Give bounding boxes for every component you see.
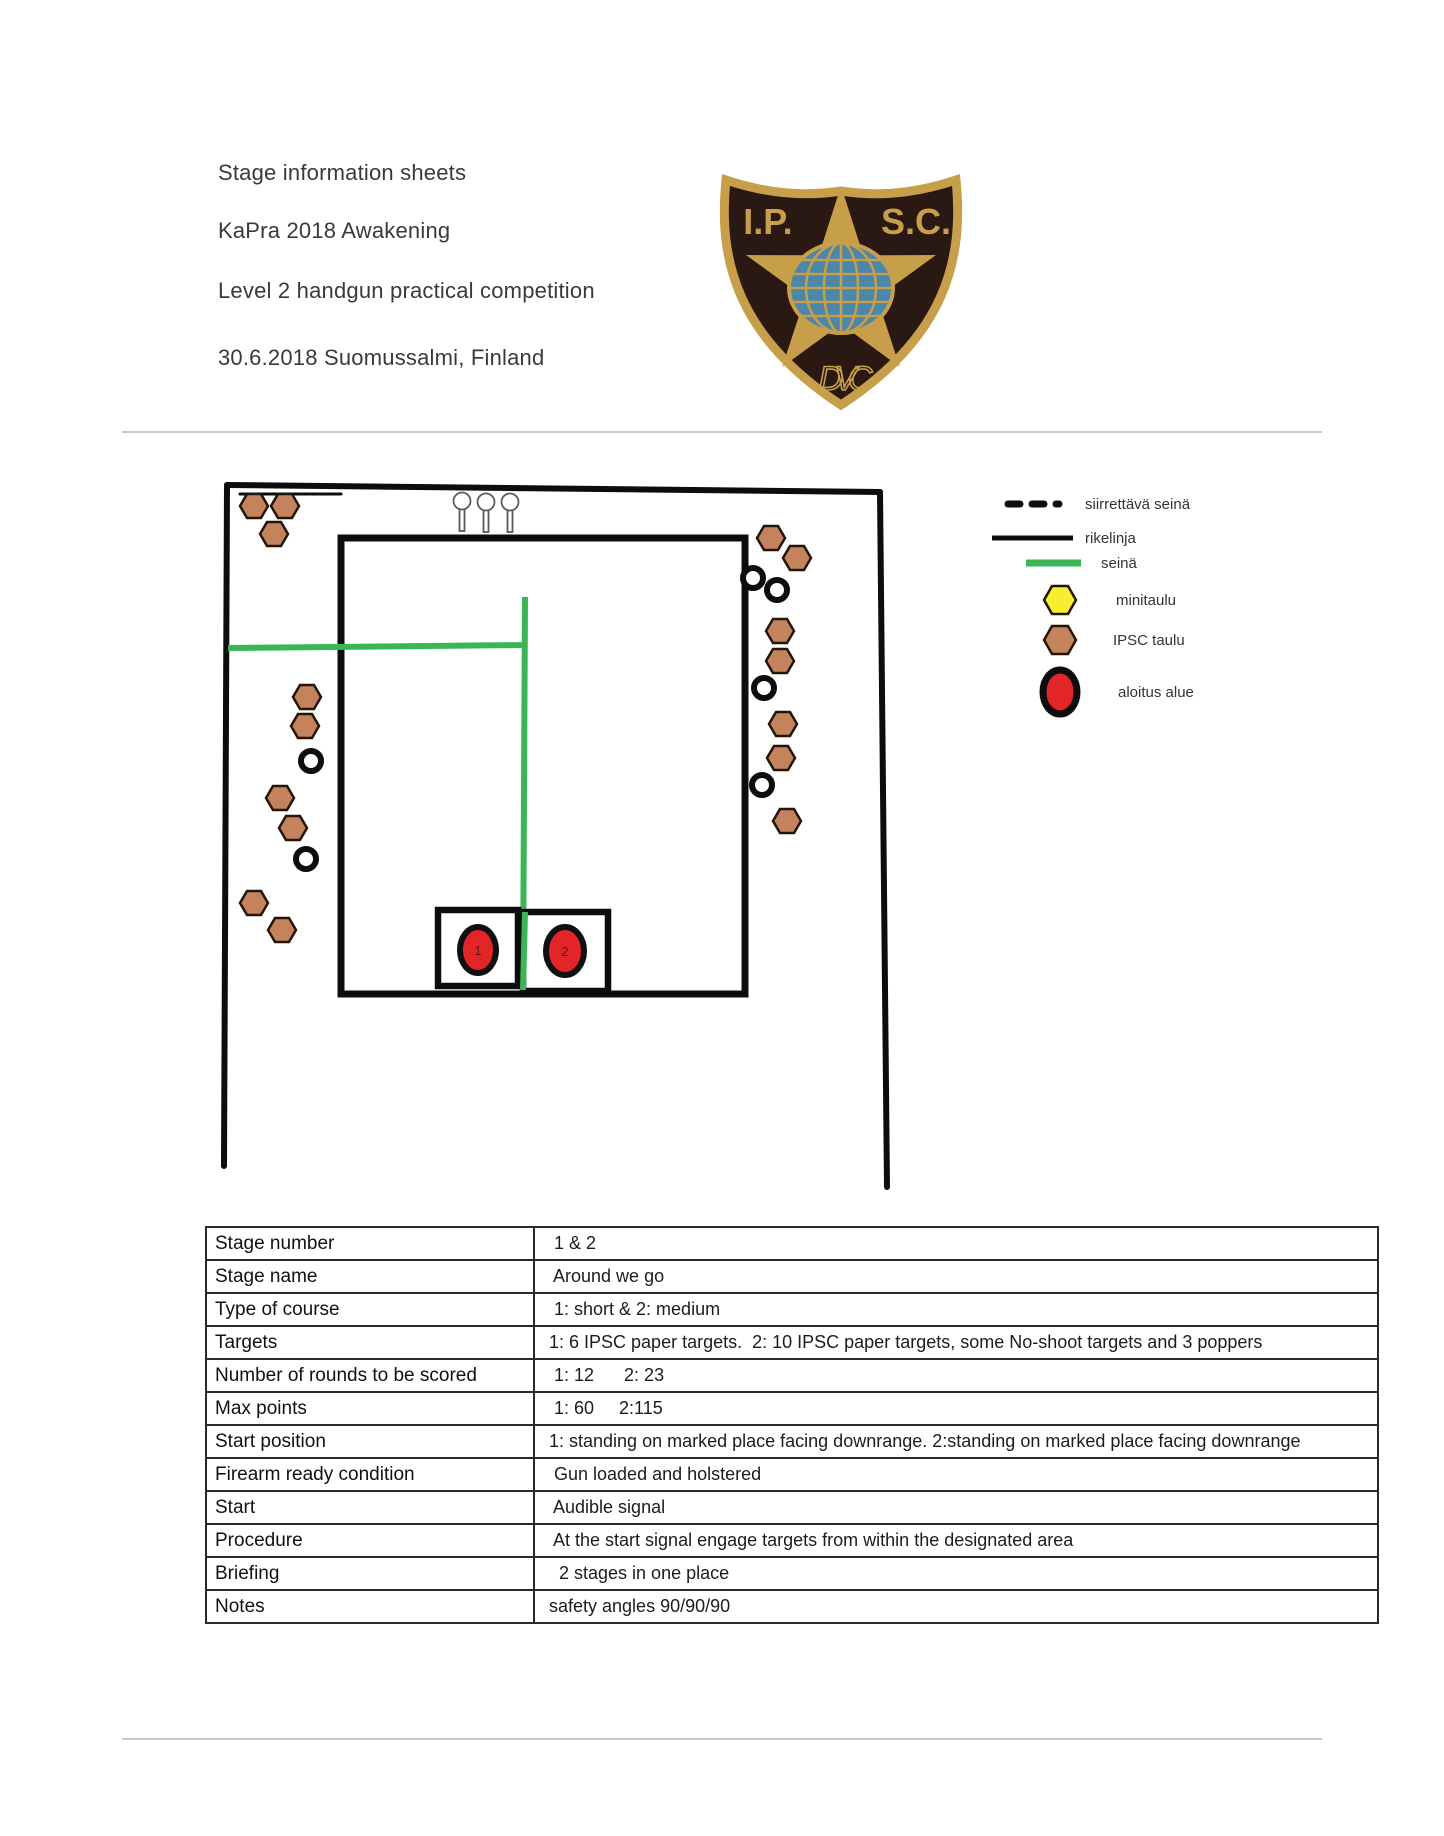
legend-label-fault-line: rikelinja xyxy=(1085,530,1136,547)
logo-text-ip: I.P. xyxy=(743,201,793,242)
row-value: Around we go xyxy=(534,1260,1378,1293)
ipsc-target-icon xyxy=(240,891,268,915)
globe-icon xyxy=(789,243,893,333)
competition-level: Level 2 handgun practical competition xyxy=(218,278,595,303)
stage-diagram xyxy=(180,450,1290,1210)
ipsc-target-icon xyxy=(766,649,794,673)
row-label: Stage number xyxy=(206,1227,534,1260)
row-label: Notes xyxy=(206,1590,534,1623)
ipsc-target-icon xyxy=(268,918,296,942)
ring-target-icon xyxy=(754,678,774,698)
ipsc-target-icon xyxy=(260,522,288,546)
ipsc-target-icon xyxy=(279,816,307,840)
row-value: 1: 6 IPSC paper targets. 2: 10 IPSC paper targets, some No-shoot targets and 3 poppers xyxy=(534,1326,1378,1359)
row-label: Stage name xyxy=(206,1260,534,1293)
popper-icon xyxy=(502,494,519,533)
ring-markers xyxy=(296,568,787,869)
table-row xyxy=(206,1458,1378,1491)
ipsc-target-icon xyxy=(769,712,797,736)
ring-target-icon xyxy=(743,568,763,588)
row-value: 1 & 2 xyxy=(534,1227,1378,1260)
ipsc-target-icon xyxy=(291,714,319,738)
ring-target-icon xyxy=(301,751,321,771)
start-area-1-label: 1 xyxy=(474,943,482,958)
ipsc-target-icon xyxy=(766,619,794,643)
legend-label-movable-wall: siirrettävä seinä xyxy=(1085,496,1191,513)
table-row xyxy=(206,1392,1378,1425)
row-value: 1: standing on marked place facing downrange. 2:standing on marked place facing downrange xyxy=(534,1425,1378,1458)
row-label: Max points xyxy=(206,1392,534,1425)
table-row xyxy=(206,1293,1378,1326)
date-location: 30.6.2018 Suomussalmi, Finland xyxy=(218,345,545,370)
legend-mini-target-icon xyxy=(1044,586,1076,614)
row-label: Firearm ready condition xyxy=(206,1458,534,1491)
table-row xyxy=(206,1590,1378,1623)
popper-group xyxy=(454,493,519,533)
legend-start-area-icon xyxy=(1043,670,1077,714)
top-separator xyxy=(122,431,1322,433)
row-label: Type of course xyxy=(206,1293,534,1326)
match-name: KaPra 2018 Awakening xyxy=(218,218,451,243)
logo-text-sc: S.C. xyxy=(880,201,952,242)
start-area-2-label: 2 xyxy=(561,944,569,959)
table-row xyxy=(206,1359,1378,1392)
row-label: Start xyxy=(206,1491,534,1524)
legend-label-ipsc-target: IPSC taulu xyxy=(1113,632,1185,649)
start-boxes xyxy=(438,910,608,991)
legend-label-wall: seinä xyxy=(1101,555,1137,572)
ipsc-target-icon xyxy=(271,494,299,518)
table-row xyxy=(206,1227,1378,1260)
row-value: safety angles 90/90/90 xyxy=(534,1590,1378,1623)
page-title: Stage information sheets xyxy=(218,160,467,185)
table-row xyxy=(206,1557,1378,1590)
ipsc-logo xyxy=(706,164,976,412)
row-label: Start position xyxy=(206,1425,534,1458)
row-value: At the start signal engage targets from within the designated area xyxy=(534,1524,1378,1557)
ipsc-target-icon xyxy=(240,494,268,518)
legend-label-mini-target: minitaulu xyxy=(1116,592,1177,609)
ring-target-icon xyxy=(752,775,772,795)
stage-info-table xyxy=(205,1226,1379,1624)
ipsc-target-icon xyxy=(293,685,321,709)
row-label: Targets xyxy=(206,1326,534,1359)
legend-label-start-area: aloitus alue xyxy=(1118,684,1194,701)
ipsc-target-icon xyxy=(767,746,795,770)
ipsc-target-icon xyxy=(783,546,811,570)
row-value: Audible signal xyxy=(534,1491,1378,1524)
popper-icon xyxy=(478,494,495,533)
ring-target-icon xyxy=(767,580,787,600)
table-row xyxy=(206,1260,1378,1293)
table-row xyxy=(206,1425,1378,1458)
table-row xyxy=(206,1491,1378,1524)
row-label: Procedure xyxy=(206,1524,534,1557)
ipsc-target-icon xyxy=(757,526,785,550)
row-value: 1: 12 2: 23 xyxy=(534,1359,1378,1392)
logo-monogram-dvc: DVC xyxy=(818,360,864,398)
table-row xyxy=(206,1524,1378,1557)
table-row xyxy=(206,1326,1378,1359)
popper-icon xyxy=(454,493,471,532)
ring-target-icon xyxy=(296,849,316,869)
row-value: Gun loaded and holstered xyxy=(534,1458,1378,1491)
legend-ipsc-target-icon xyxy=(1044,626,1076,654)
row-value: 1: 60 2:115 xyxy=(534,1392,1378,1425)
row-value: 2 stages in one place xyxy=(534,1557,1378,1590)
bottom-separator xyxy=(122,1738,1322,1740)
row-label: Number of rounds to be scored xyxy=(206,1359,534,1392)
row-label: Briefing xyxy=(206,1557,534,1590)
ipsc-target-icon xyxy=(266,786,294,810)
diagram-legend xyxy=(992,496,1194,714)
row-value: 1: short & 2: medium xyxy=(534,1293,1378,1326)
ipsc-target-icon xyxy=(773,809,801,833)
